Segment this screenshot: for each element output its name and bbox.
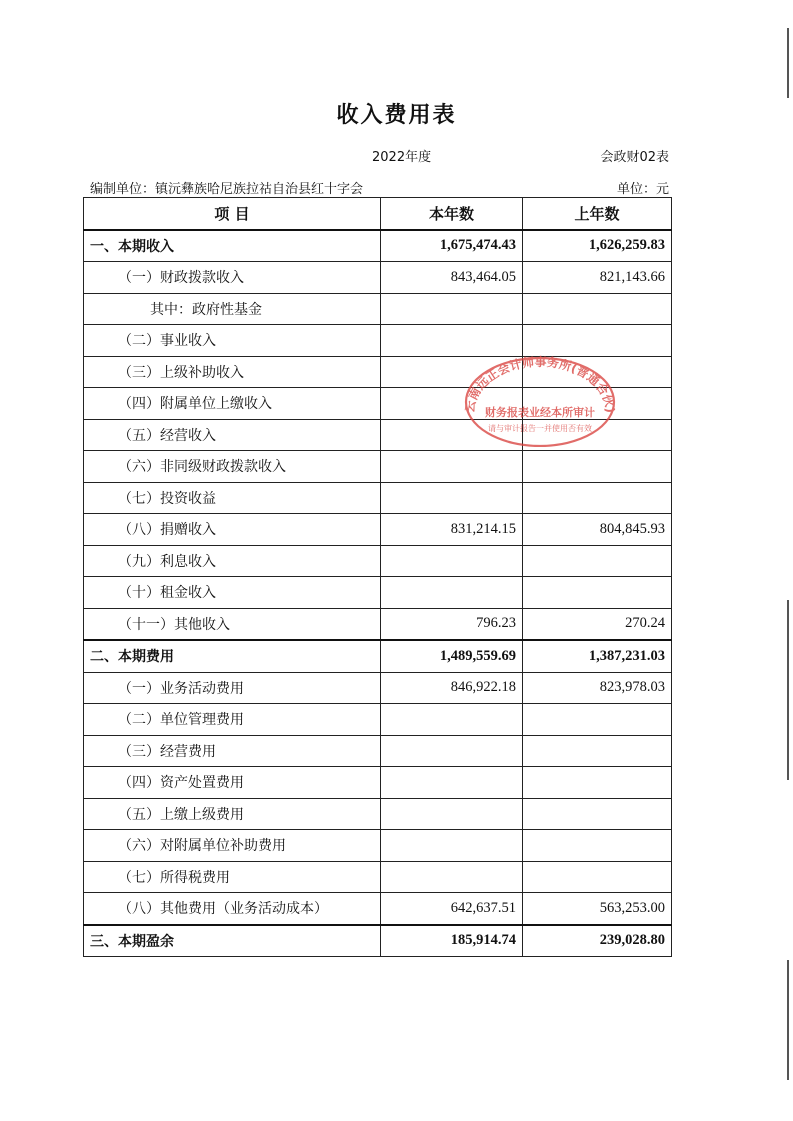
table-row	[84, 545, 672, 577]
table-row	[84, 830, 672, 862]
row-item-label: （十一）其他收入	[84, 608, 381, 640]
row-item-label: （七）投资收益	[84, 482, 381, 514]
seal-line-1: 财务报表业经本所审计	[485, 406, 595, 419]
row-current-value	[381, 830, 523, 862]
income-expense-table	[83, 197, 672, 957]
row-current-value	[381, 293, 523, 325]
header-previous-year: 上年数	[523, 198, 672, 230]
table-row	[84, 388, 672, 420]
row-previous-value: 1,626,259.83	[523, 230, 672, 262]
table-row	[84, 798, 672, 830]
row-previous-value: 823,978.03	[523, 672, 672, 704]
row-current-value: 1,489,559.69	[381, 640, 523, 672]
row-previous-value	[523, 293, 672, 325]
row-item-label: （八）其他费用（业务活动成本）	[84, 893, 381, 925]
row-current-value	[381, 419, 523, 451]
report-year: 2022年度	[372, 150, 432, 165]
row-previous-value	[523, 325, 672, 357]
row-previous-value: 1,387,231.03	[523, 640, 672, 672]
row-previous-value	[523, 704, 672, 736]
table-row	[84, 419, 672, 451]
table-row	[84, 482, 672, 514]
row-current-value	[381, 798, 523, 830]
row-previous-value	[523, 798, 672, 830]
row-previous-value	[523, 545, 672, 577]
row-item-label: （八）捐赠收入	[84, 514, 381, 546]
row-previous-value: 821,143.66	[523, 262, 672, 294]
row-current-value	[381, 861, 523, 893]
table-section-row	[84, 230, 672, 262]
row-previous-value	[523, 861, 672, 893]
table-row	[84, 262, 672, 294]
row-current-value	[381, 577, 523, 609]
table-row	[84, 735, 672, 767]
table-row	[84, 514, 672, 546]
row-item-label: （十）租金收入	[84, 577, 381, 609]
row-previous-value	[523, 735, 672, 767]
row-current-value	[381, 451, 523, 483]
table-row	[84, 861, 672, 893]
row-item-label: （三）上级补助收入	[84, 356, 381, 388]
table-header-row	[84, 198, 672, 230]
row-item-label: （一）业务活动费用	[84, 672, 381, 704]
row-current-value	[381, 767, 523, 799]
row-current-value	[381, 325, 523, 357]
seal-outer-text: 云南远正会计师事务所(普通合伙)	[462, 354, 618, 414]
header-item: 项 目	[84, 198, 381, 230]
row-item-label: 其中：政府性基金	[84, 293, 381, 325]
table-row	[84, 577, 672, 609]
row-item-label: （四）附属单位上缴收入	[84, 388, 381, 420]
scan-edge-mark	[787, 28, 789, 98]
currency-unit: 单位：元	[616, 182, 669, 197]
row-current-value	[381, 704, 523, 736]
row-item-label: （五）上缴上级费用	[84, 798, 381, 830]
table-row	[84, 293, 672, 325]
row-previous-value: 239,028.80	[523, 925, 672, 957]
row-item-label: （五）经营收入	[84, 419, 381, 451]
row-previous-value	[523, 767, 672, 799]
row-current-value	[381, 735, 523, 767]
row-current-value: 1,675,474.43	[381, 230, 523, 262]
row-current-value: 185,914.74	[381, 925, 523, 957]
table-row	[84, 451, 672, 483]
table-row	[84, 356, 672, 388]
scan-edge-mark	[787, 600, 789, 780]
row-previous-value	[523, 577, 672, 609]
seal-line-2: 请与审计报告一并使用否有效	[488, 424, 592, 433]
table-row	[84, 672, 672, 704]
table-section-row	[84, 925, 672, 957]
table-row	[84, 767, 672, 799]
row-previous-value: 270.24	[523, 608, 672, 640]
row-current-value: 831,214.15	[381, 514, 523, 546]
row-item-label: （三）经营费用	[84, 735, 381, 767]
header-current-year: 本年数	[381, 198, 523, 230]
row-item-label: （二）单位管理费用	[84, 704, 381, 736]
row-item-label: 三、本期盈余	[84, 925, 381, 957]
row-previous-value	[523, 451, 672, 483]
row-current-value	[381, 482, 523, 514]
row-current-value: 642,637.51	[381, 893, 523, 925]
row-item-label: （六）非同级财政拨款收入	[84, 451, 381, 483]
page-title: 收入费用表	[336, 103, 457, 128]
row-item-label: （六）对附属单位补助费用	[84, 830, 381, 862]
row-previous-value	[523, 482, 672, 514]
row-current-value	[381, 545, 523, 577]
row-current-value	[381, 388, 523, 420]
row-current-value: 843,464.05	[381, 262, 523, 294]
row-current-value: 846,922.18	[381, 672, 523, 704]
row-item-label: 一、本期收入	[84, 230, 381, 262]
table-row	[84, 704, 672, 736]
table-row	[84, 325, 672, 357]
row-item-label: （四）资产处置费用	[84, 767, 381, 799]
scan-edge-mark	[787, 960, 789, 1080]
row-item-label: （七）所得税费用	[84, 861, 381, 893]
row-item-label: （九）利息收入	[84, 545, 381, 577]
row-previous-value	[523, 356, 672, 388]
row-item-label: （二）事业收入	[84, 325, 381, 357]
row-previous-value	[523, 388, 672, 420]
row-previous-value	[523, 830, 672, 862]
table-section-row	[84, 640, 672, 672]
form-number: 会政财02表	[600, 150, 669, 165]
table-row	[84, 608, 672, 640]
row-item-label: 二、本期费用	[84, 640, 381, 672]
row-current-value: 796.23	[381, 608, 523, 640]
row-previous-value: 563,253.00	[523, 893, 672, 925]
row-previous-value: 804,845.93	[523, 514, 672, 546]
row-current-value	[381, 356, 523, 388]
table-row	[84, 893, 672, 925]
row-previous-value	[523, 419, 672, 451]
row-item-label: （一）财政拨款收入	[84, 262, 381, 294]
reporting-unit: 编制单位：镇沅彝族哈尼族拉祜自治县红十字会	[90, 182, 364, 197]
